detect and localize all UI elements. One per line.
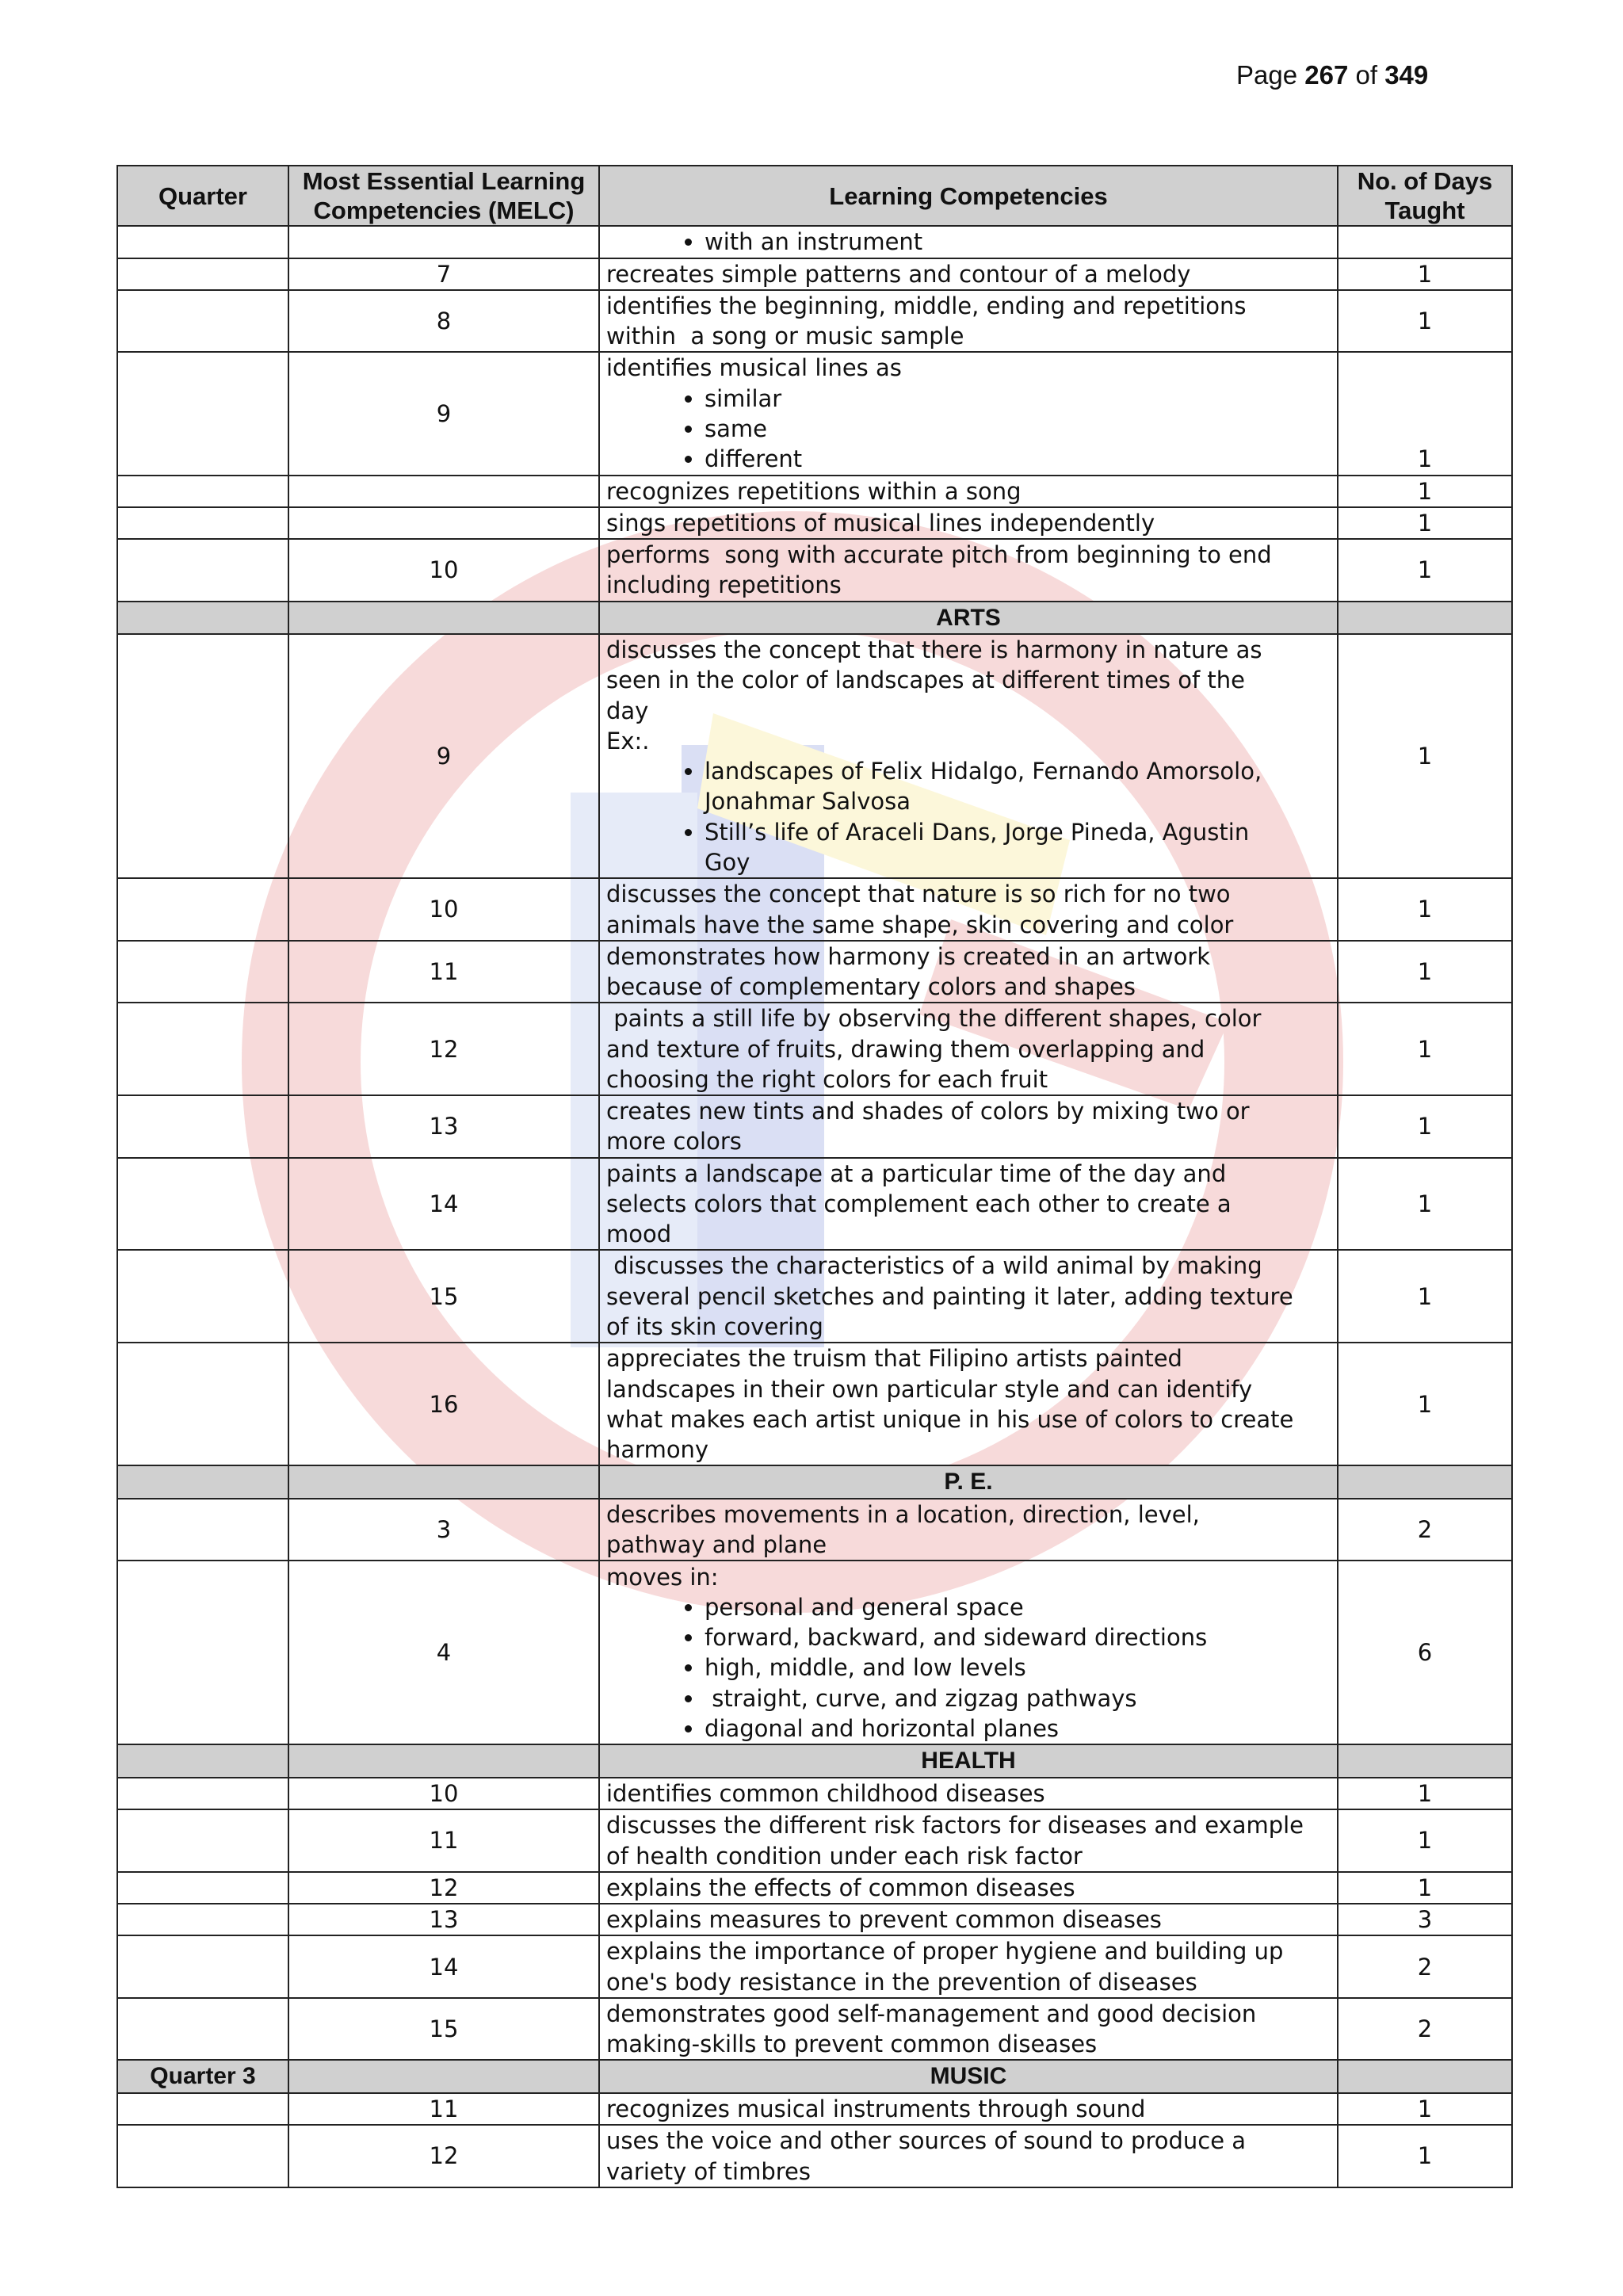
table-row (117, 1935, 1512, 1998)
table-row (117, 507, 1512, 539)
melc-number: 14 (288, 1935, 599, 1998)
table-row (117, 941, 1512, 1003)
table-row (117, 2125, 1512, 2187)
days-cell (1338, 1465, 1512, 1499)
competency-cell (599, 941, 1338, 1003)
quarter-cell (117, 1250, 288, 1343)
competency-cell (599, 1935, 1338, 1998)
competency-text: demonstrates how harmony is created in an artwork (606, 942, 1211, 970)
quarter-cell (117, 1744, 288, 1778)
quarter-cell (117, 352, 288, 475)
quarter-cell (117, 1809, 288, 1872)
days-count: 1 (1338, 258, 1512, 290)
bullet-item: • landscapes of Felix Hidalgo, Fernando Amorsolo, Jonahmar Salvosa (705, 756, 1331, 817)
melc-cell (288, 1465, 599, 1499)
competency-text: performs song with accurate pitch from beginning to end (606, 541, 1272, 569)
table-row (117, 878, 1512, 941)
melc-cell (288, 1744, 599, 1778)
bullet-item: • different (705, 444, 1331, 474)
quarter-cell (117, 1499, 288, 1561)
competency-text: of its skin covering (606, 1313, 823, 1340)
table-row (117, 1095, 1512, 1158)
days-count: 1 (1338, 941, 1512, 1003)
competency-text: because of complementary colors and shapes (606, 973, 1136, 1001)
melc-number: 13 (288, 1904, 599, 1935)
quarter-cell (117, 2125, 288, 2187)
competency-text: identifies common childhood diseases (606, 1780, 1045, 1808)
competency-text: demonstrates good self-management and good decision (606, 2000, 1257, 2027)
table-row (117, 1158, 1512, 1251)
days-cell (1338, 2060, 1512, 2093)
section-title: MUSIC (599, 2060, 1338, 2093)
days-count: 1 (1338, 1778, 1512, 1809)
competency-text: variety of timbres (606, 2157, 811, 2185)
melc-number: 15 (288, 1998, 599, 2061)
competency-text: creates new tints and shades of colors by mixing two or (606, 1098, 1250, 1125)
quarter-cell (117, 1904, 288, 1935)
bullet-item: • similar (705, 384, 1331, 414)
quarter-cell (117, 1561, 288, 1744)
melc-number: 10 (288, 539, 599, 602)
competency-text: seen in the color of landscapes at different times of the (606, 667, 1246, 694)
table-row (117, 476, 1512, 507)
days-count: 3 (1338, 1904, 1512, 1935)
melc-number: 10 (288, 1778, 599, 1809)
competency-text: of health condition under each risk factor (606, 1842, 1083, 1870)
melc-number: 13 (288, 1095, 599, 1158)
days-count: 1 (1338, 1250, 1512, 1343)
melc-table (116, 165, 1513, 2188)
competency-cell (599, 1003, 1338, 1095)
days-cell (1338, 1744, 1512, 1778)
melc-number: 16 (288, 1343, 599, 1465)
bullet-item: • high, middle, and low levels (705, 1652, 1331, 1683)
competency-cell (599, 1095, 1338, 1158)
competency-text: recreates simple patterns and contour of a melody (606, 260, 1191, 288)
quarter-cell (117, 2093, 288, 2125)
competency-cell (599, 1872, 1338, 1904)
days-count: 1 (1338, 634, 1512, 878)
section-title: ARTS (599, 602, 1338, 635)
page-total: 349 (1384, 60, 1429, 90)
melc-number: 15 (288, 1250, 599, 1343)
table-row (117, 1003, 1512, 1095)
days-count: 6 (1338, 1561, 1512, 1744)
table-row (117, 1809, 1512, 1872)
melc-number: 8 (288, 290, 599, 353)
quarter-cell (117, 539, 288, 602)
competency-text: explains the importance of proper hygiene and building up (606, 1938, 1284, 1966)
competency-text: one's body resistance in the prevention of diseases (606, 1968, 1197, 1996)
days-count: 1 (1338, 1872, 1512, 1904)
competency-text: sings repetitions of musical lines independently (606, 509, 1155, 537)
quarter-cell (117, 878, 288, 941)
bullet-item: • straight, curve, and zigzag pathways (705, 1683, 1331, 1713)
days-count: 2 (1338, 1998, 1512, 2061)
table-row (117, 258, 1512, 290)
competency-cell (599, 1778, 1338, 1809)
competency-text: uses the voice and other sources of sound to produce a (606, 2127, 1247, 2155)
page-label: Page (1236, 60, 1298, 90)
competency-cell (599, 1809, 1338, 1872)
table-row (117, 1872, 1512, 1904)
competency-cell (599, 1561, 1338, 1744)
days-count: 1 (1338, 2093, 1512, 2125)
quarter-cell (117, 1158, 288, 1251)
competency-text: explains the effects of common diseases (606, 1874, 1075, 1901)
section-row (117, 1744, 1512, 1778)
table-row (117, 1343, 1512, 1465)
competency-text: discusses the concept that nature is so rich for no two (606, 881, 1231, 908)
competency-cell (599, 539, 1338, 602)
days-count: 2 (1338, 1935, 1512, 1998)
quarter-cell (117, 1095, 288, 1158)
melc-cell (288, 602, 599, 635)
competency-text: recognizes musical instruments through sound (606, 2095, 1146, 2123)
bullet-item: • Still’s life of Araceli Dans, Jorge Pineda, Agustin Goy (705, 817, 1331, 878)
page-current: 267 (1304, 60, 1349, 90)
competency-cell (599, 1998, 1338, 2061)
page-number (1236, 60, 1428, 90)
competency-cell (599, 878, 1338, 941)
competency-text: identifies musical lines as (606, 354, 902, 382)
page-of: of (1355, 60, 1378, 90)
days-count: 1 (1338, 1809, 1512, 1872)
quarter-cell (117, 1872, 288, 1904)
quarter-cell (117, 507, 288, 539)
melc-number: 12 (288, 1872, 599, 1904)
competency-text: choosing the right colors for each fruit (606, 1065, 1048, 1093)
melc-number: 9 (288, 634, 599, 878)
competency-cell (599, 2125, 1338, 2187)
competency-text: explains measures to prevent common diseases (606, 1906, 1162, 1934)
competency-cell (599, 1904, 1338, 1935)
days-count: 1 (1338, 1003, 1512, 1095)
bullet-list (606, 227, 1331, 257)
melc-number: 10 (288, 878, 599, 941)
competency-text: mood (606, 1221, 672, 1248)
header-melc-text: Most Essential Learning Competencies (MELC) (302, 167, 586, 225)
quarter-cell (117, 941, 288, 1003)
melc-number: 12 (288, 2125, 599, 2187)
competency-text: animals have the same shape, skin covering and color (606, 911, 1234, 938)
table-row (117, 1561, 1512, 1744)
section-row (117, 2060, 1512, 2093)
competency-cell (599, 1250, 1338, 1343)
competency-text: moves in: (606, 1563, 719, 1591)
header-melc (288, 166, 599, 226)
competency-text: more colors (606, 1128, 742, 1156)
bullet-item: • with an instrument (705, 227, 1331, 257)
table-row (117, 1904, 1512, 1935)
bullet-list (606, 756, 1331, 877)
table-row (117, 352, 1512, 475)
days-count: 1 (1338, 476, 1512, 507)
melc-number: 11 (288, 941, 599, 1003)
days-count: 1 (1338, 2125, 1512, 2187)
table-body (117, 226, 1512, 2187)
bullet-item: • forward, backward, and sideward directions (705, 1622, 1331, 1652)
competency-text: including repetitions (606, 571, 842, 599)
quarter-cell: Quarter 3 (117, 2060, 288, 2093)
quarter-cell (117, 634, 288, 878)
quarter-cell (117, 602, 288, 635)
days-count: 1 (1338, 290, 1512, 353)
days-count: 1 (1338, 1343, 1512, 1465)
competency-cell (599, 258, 1338, 290)
table-header-row (117, 166, 1512, 226)
competency-text: harmony (606, 1436, 709, 1464)
quarter-cell (117, 1003, 288, 1095)
days-count: 1 (1338, 539, 1512, 602)
competency-text: selects colors that complement each other to create a (606, 1190, 1232, 1217)
quarter-cell (117, 226, 288, 258)
melc-number: 14 (288, 1158, 599, 1251)
melc-number (288, 226, 599, 258)
melc-number: 11 (288, 1809, 599, 1872)
melc-number: 7 (288, 258, 599, 290)
competency-cell (599, 476, 1338, 507)
competency-text: paints a landscape at a particular time of the day and (606, 1159, 1227, 1187)
competency-cell (599, 290, 1338, 353)
quarter-cell (117, 1778, 288, 1809)
quarter-cell (117, 290, 288, 353)
competency-text: making-skills to prevent common diseases (606, 2030, 1098, 2058)
competency-cell (599, 1499, 1338, 1561)
competency-text: Ex:. (606, 727, 650, 755)
bullet-list (606, 1592, 1331, 1744)
table-row (117, 1778, 1512, 1809)
competency-text: what makes each artist unique in his use of colors to create (606, 1405, 1294, 1433)
days-count: 1 (1338, 352, 1512, 475)
melc-number: 12 (288, 1003, 599, 1095)
days-count: 1 (1338, 878, 1512, 941)
quarter-cell (117, 258, 288, 290)
competency-text: landscapes in their own particular style and can identify (606, 1375, 1253, 1403)
competency-cell (599, 507, 1338, 539)
competency-text: discusses the concept that there is harmony in nature as (606, 636, 1262, 664)
section-title: P. E. (599, 1465, 1338, 1499)
days-count: 1 (1338, 1158, 1512, 1251)
competency-cell (599, 1343, 1338, 1465)
melc-cell (288, 2060, 599, 2093)
competency-text: discusses the characteristics of a wild animal by making (606, 1252, 1262, 1280)
bullet-item: • personal and general space (705, 1592, 1331, 1622)
quarter-cell (117, 1465, 288, 1499)
competency-text: day (606, 697, 649, 724)
competency-cell (599, 2093, 1338, 2125)
competency-text: identifies the beginning, middle, ending and repetitions (606, 292, 1247, 319)
melc-number: 9 (288, 352, 599, 475)
competency-text: within a song or music sample (606, 323, 964, 350)
table-row (117, 226, 1512, 258)
table-row (117, 1998, 1512, 2061)
section-row (117, 1465, 1512, 1499)
days-count: 1 (1338, 507, 1512, 539)
competency-text: and texture of fruits, drawing them overlapping and (606, 1035, 1205, 1063)
table-row (117, 539, 1512, 602)
table-row (117, 1250, 1512, 1343)
table-row (117, 290, 1512, 353)
table-row (117, 634, 1512, 878)
bullet-item: • diagonal and horizontal planes (705, 1713, 1331, 1744)
bullet-list (606, 384, 1331, 475)
competency-text: describes movements in a location, direction, level, (606, 1500, 1200, 1528)
quarter-cell (117, 1343, 288, 1465)
table-row (117, 2093, 1512, 2125)
melc-number: 4 (288, 1561, 599, 1744)
header-days-text: No. of Days Taught (1357, 167, 1493, 225)
table-row (117, 1499, 1512, 1561)
quarter-cell (117, 1998, 288, 2061)
competency-text: paints a still life by observing the different shapes, color (606, 1005, 1262, 1033)
section-row (117, 602, 1512, 635)
header-competencies: Learning Competencies (599, 166, 1338, 226)
header-days (1338, 166, 1512, 226)
competency-text: appreciates the truism that Filipino artists painted (606, 1345, 1182, 1373)
days-cell (1338, 602, 1512, 635)
melc-number: 3 (288, 1499, 599, 1561)
competency-text: discusses the different risk factors for diseases and example (606, 1812, 1304, 1839)
competency-text: recognizes repetitions within a song (606, 477, 1022, 505)
days-count (1338, 226, 1512, 258)
quarter-cell (117, 476, 288, 507)
competency-text: pathway and plane (606, 1531, 827, 1559)
melc-number: 11 (288, 2093, 599, 2125)
days-count: 1 (1338, 1095, 1512, 1158)
days-count: 2 (1338, 1499, 1512, 1561)
melc-number (288, 507, 599, 539)
header-quarter: Quarter (117, 166, 288, 226)
competency-cell (599, 634, 1338, 878)
melc-number (288, 476, 599, 507)
quarter-cell (117, 1935, 288, 1998)
competency-text: several pencil sketches and painting it later, adding texture (606, 1282, 1293, 1310)
competency-cell (599, 352, 1338, 475)
competency-cell (599, 226, 1338, 258)
section-title: HEALTH (599, 1744, 1338, 1778)
competency-cell (599, 1158, 1338, 1251)
bullet-item: • same (705, 414, 1331, 444)
